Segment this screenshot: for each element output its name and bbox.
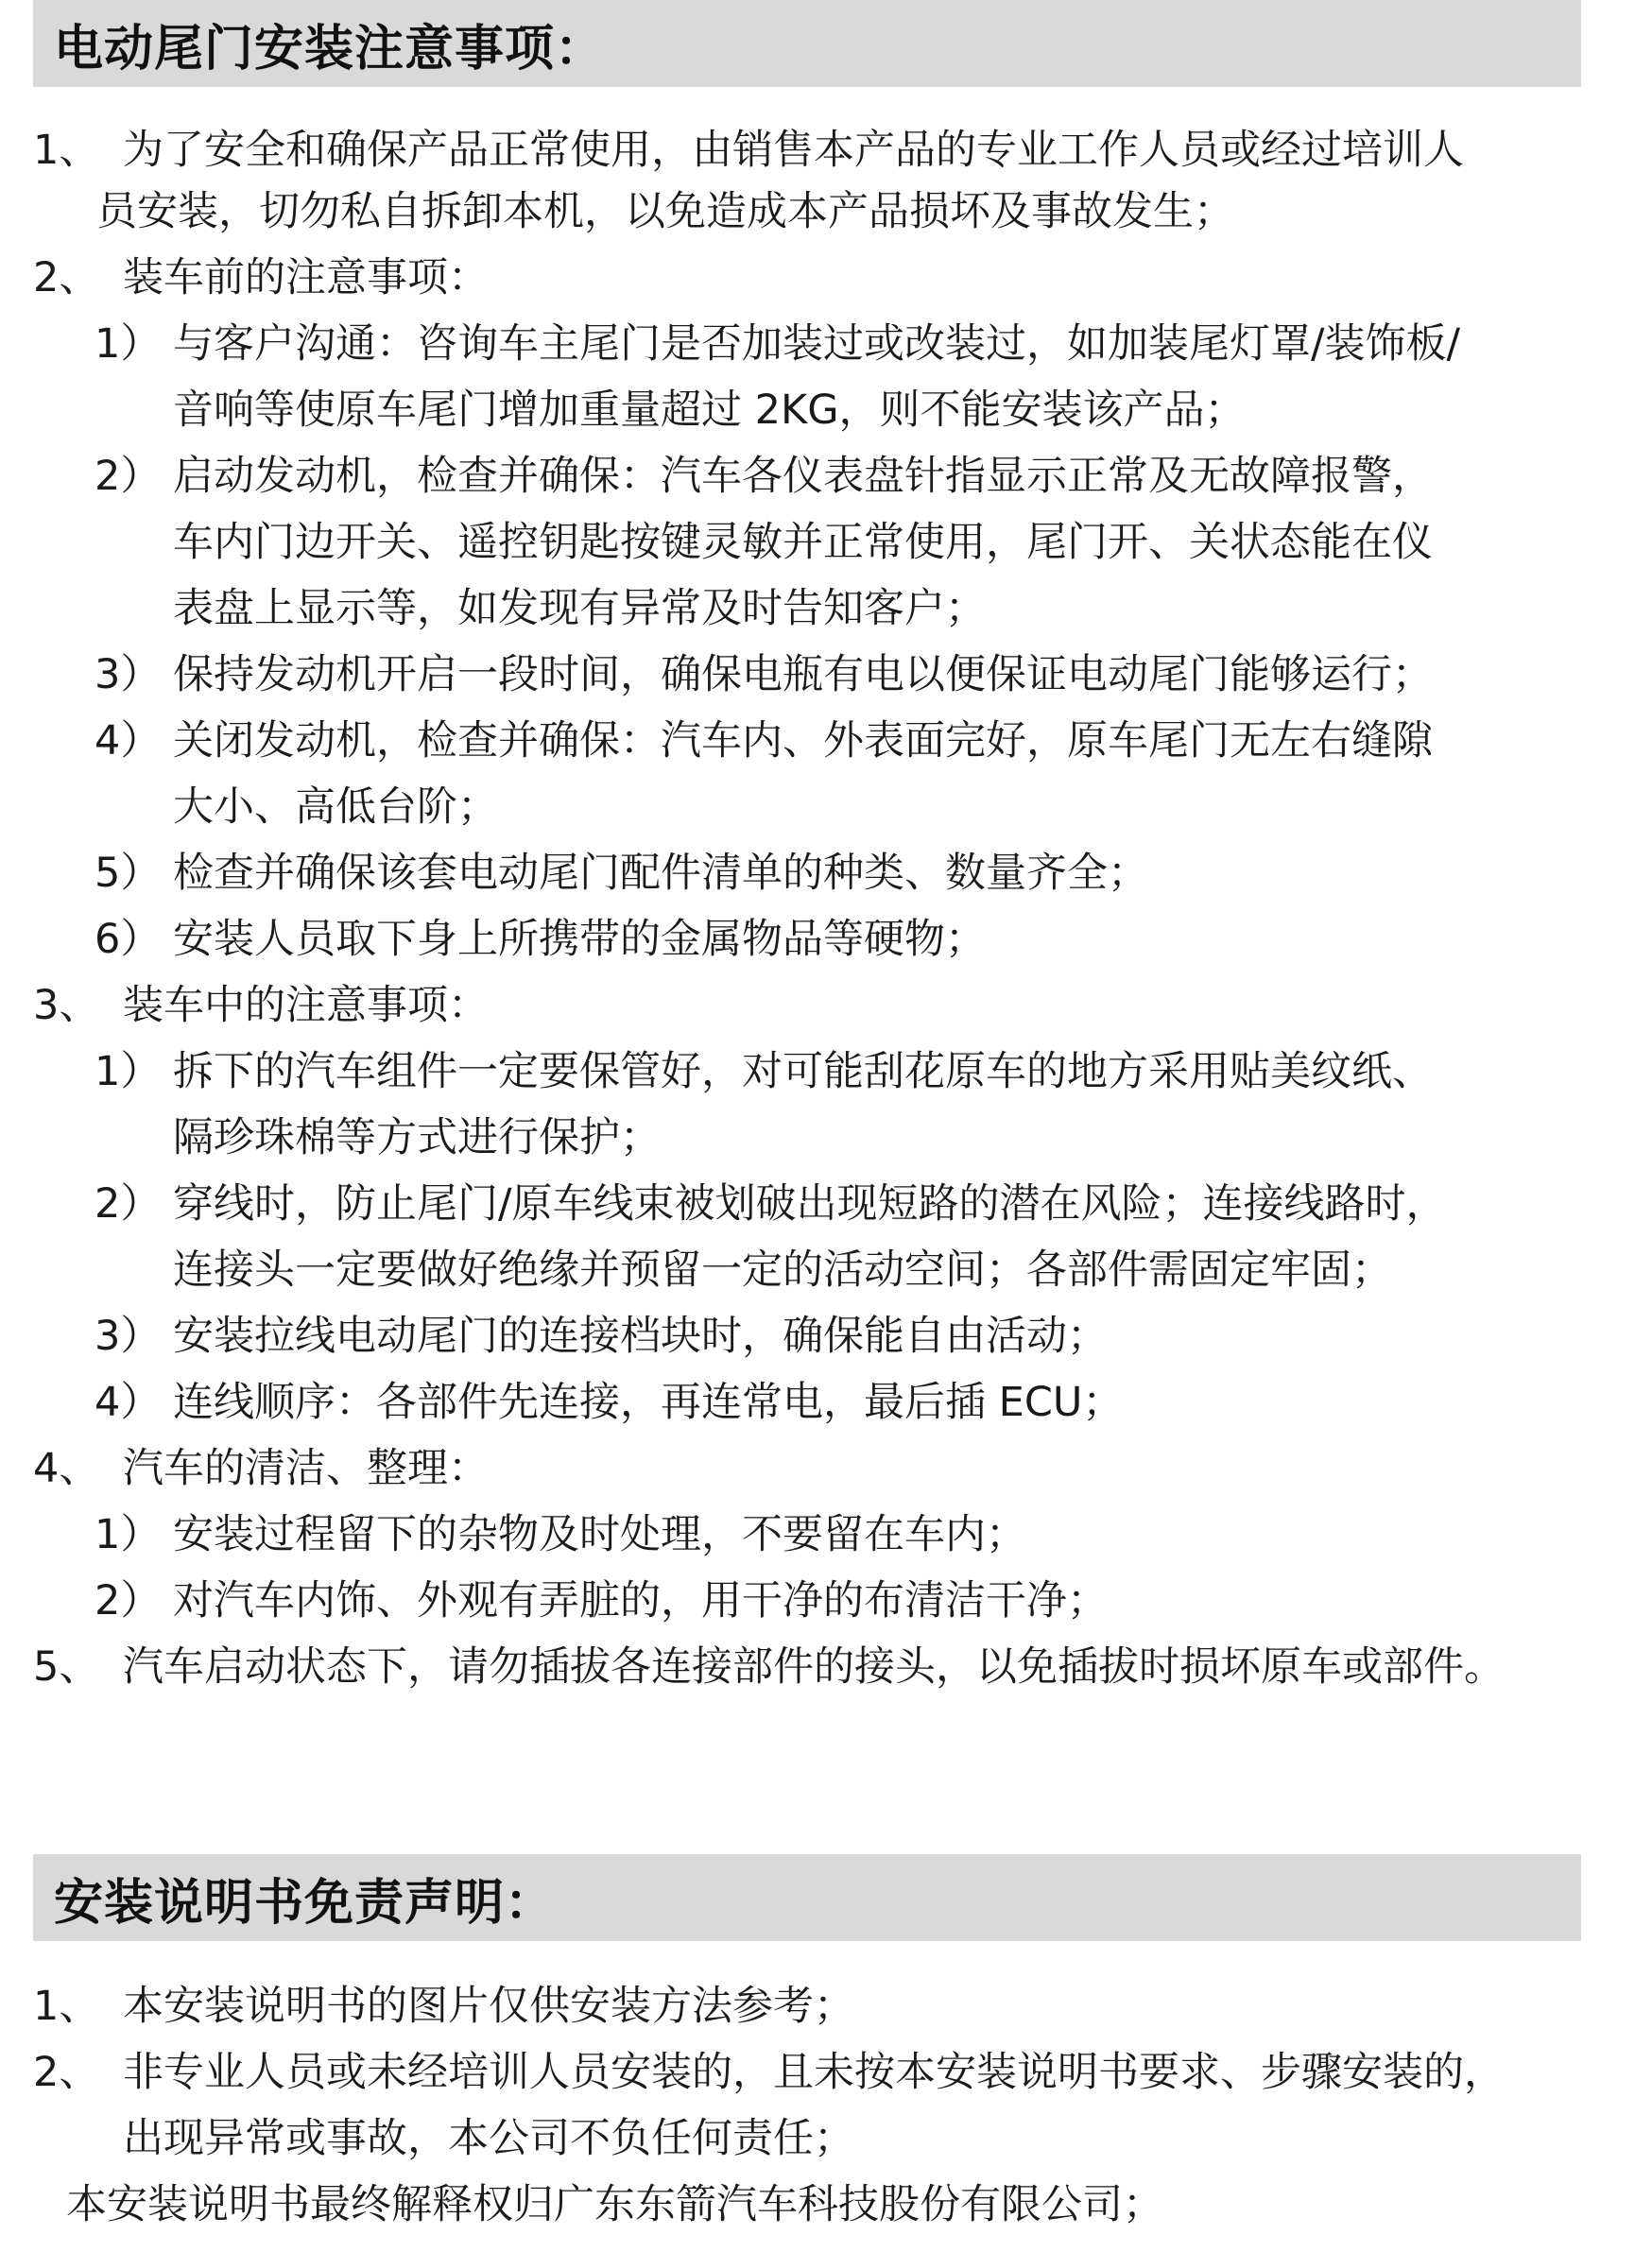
subitem-text: 安装过程留下的杂物及时处理，不要留在车内； — [173, 1511, 1026, 1558]
subitem-number: 4） — [95, 717, 162, 765]
subitem-number: 5） — [95, 850, 162, 897]
subitem-text: 启动发动机，检查并确保：汽车各仪表盘针指显示正常及无故障报警， — [173, 453, 1433, 500]
item-text: 员安装，切勿私自拆卸本机，以免造成本产品损坏及事故发生； — [96, 188, 1234, 235]
subitem-text: 表盘上显示等，如发现有异常及时告知客户； — [173, 585, 986, 632]
subitem-number: 3） — [95, 651, 162, 698]
section-title-disclaimer: 安装说明书免责声明： — [33, 1854, 1581, 1941]
subitem-number: 1） — [95, 320, 162, 368]
subitem-number: 1） — [95, 1511, 162, 1558]
subitem-text: 拆下的汽车组件一定要保管好，对可能刮花原车的地方采用贴美纹纸、 — [173, 1048, 1433, 1095]
subitem-text: 安装人员取下身上所携带的金属物品等硬物； — [173, 916, 986, 963]
subitem-text: 对汽车内饰、外观有弄脏的，用干净的布清洁干净； — [173, 1577, 1108, 1625]
subitem-text: 连线顺序：各部件先连接，再连常电，最后插 ECU； — [173, 1379, 1124, 1426]
subitem-text: 保持发动机开启一段时间，确保电瓶有电以便保证电动尾门能够运行； — [173, 651, 1433, 698]
subitem-number: 2） — [95, 1577, 162, 1625]
subitem-text: 检查并确保该套电动尾门配件清单的种类、数量齐全； — [173, 850, 1148, 897]
subitem-text: 连接头一定要做好绝缘并预留一定的活动空间；各部件需固定牢固； — [173, 1246, 1392, 1294]
subitem-text: 车内门边开关、遥控钥匙按键灵敏并正常使用，尾门开、关状态能在仪 — [173, 519, 1433, 566]
subitem-number: 2） — [95, 453, 162, 500]
subitem-number: 6） — [95, 916, 162, 963]
item-number: 2、 — [33, 2049, 100, 2096]
subitem-text: 关闭发动机，检查并确保：汽车内、外表面完好，原车尾门无左右缝隙 — [173, 717, 1433, 765]
item-number: 5、 — [33, 1643, 100, 1691]
subitem-text: 穿线时，防止尾门/原车线束被划破出现短路的潜在风险；连接线路时， — [173, 1180, 1447, 1228]
item-text: 非专业人员或未经培训人员安装的，且未按本安装说明书要求、步骤安装的， — [123, 2049, 1505, 2096]
subitem-text: 安装拉线电动尾门的连接档块时，确保能自由活动； — [173, 1313, 1108, 1360]
subitem-number: 2） — [95, 1180, 162, 1228]
item-text: 本安装说明书的图片仅供安装方法参考； — [123, 1983, 854, 2030]
item-number: 4、 — [33, 1445, 100, 1492]
subitem-number: 1） — [95, 1048, 162, 1095]
subitem-number: 3） — [95, 1313, 162, 1360]
subitem-text: 大小、高低台阶； — [173, 783, 498, 831]
item-number: 2、 — [33, 254, 100, 301]
item-heading: 装车前的注意事项： — [123, 254, 489, 301]
subitem-text: 隔珍珠棉等方式进行保护； — [173, 1114, 661, 1161]
item-number: 1、 — [33, 1983, 100, 2030]
item-number: 1、 — [33, 127, 100, 174]
section-title-installation-notes: 电动尾门安装注意事项： — [33, 0, 1581, 87]
subitem-number: 4） — [95, 1379, 162, 1426]
item-text: 为了安全和确保产品正常使用，由销售本产品的专业工作人员或经过培训人 — [123, 127, 1464, 174]
subitem-text: 与客户沟通：咨询车主尾门是否加装过或改装过，如加装尾灯罩/装饰板/ — [173, 320, 1460, 368]
item-text: 出现异常或事故，本公司不负任何责任； — [123, 2115, 854, 2162]
item-heading: 装车中的注意事项： — [123, 982, 489, 1029]
item-heading: 汽车的清洁、整理： — [123, 1445, 489, 1492]
subitem-text: 音响等使原车尾门增加重量超过 2KG，则不能安装该产品； — [173, 387, 1246, 434]
footer-statement: 本安装说明书最终解释权归广东东箭汽车科技股份有限公司； — [66, 2181, 1163, 2228]
item-number: 3、 — [33, 982, 100, 1029]
item-text: 汽车启动状态下，请勿插拔各连接部件的接头，以免插拔时损坏原车或部件。 — [123, 1643, 1505, 1691]
